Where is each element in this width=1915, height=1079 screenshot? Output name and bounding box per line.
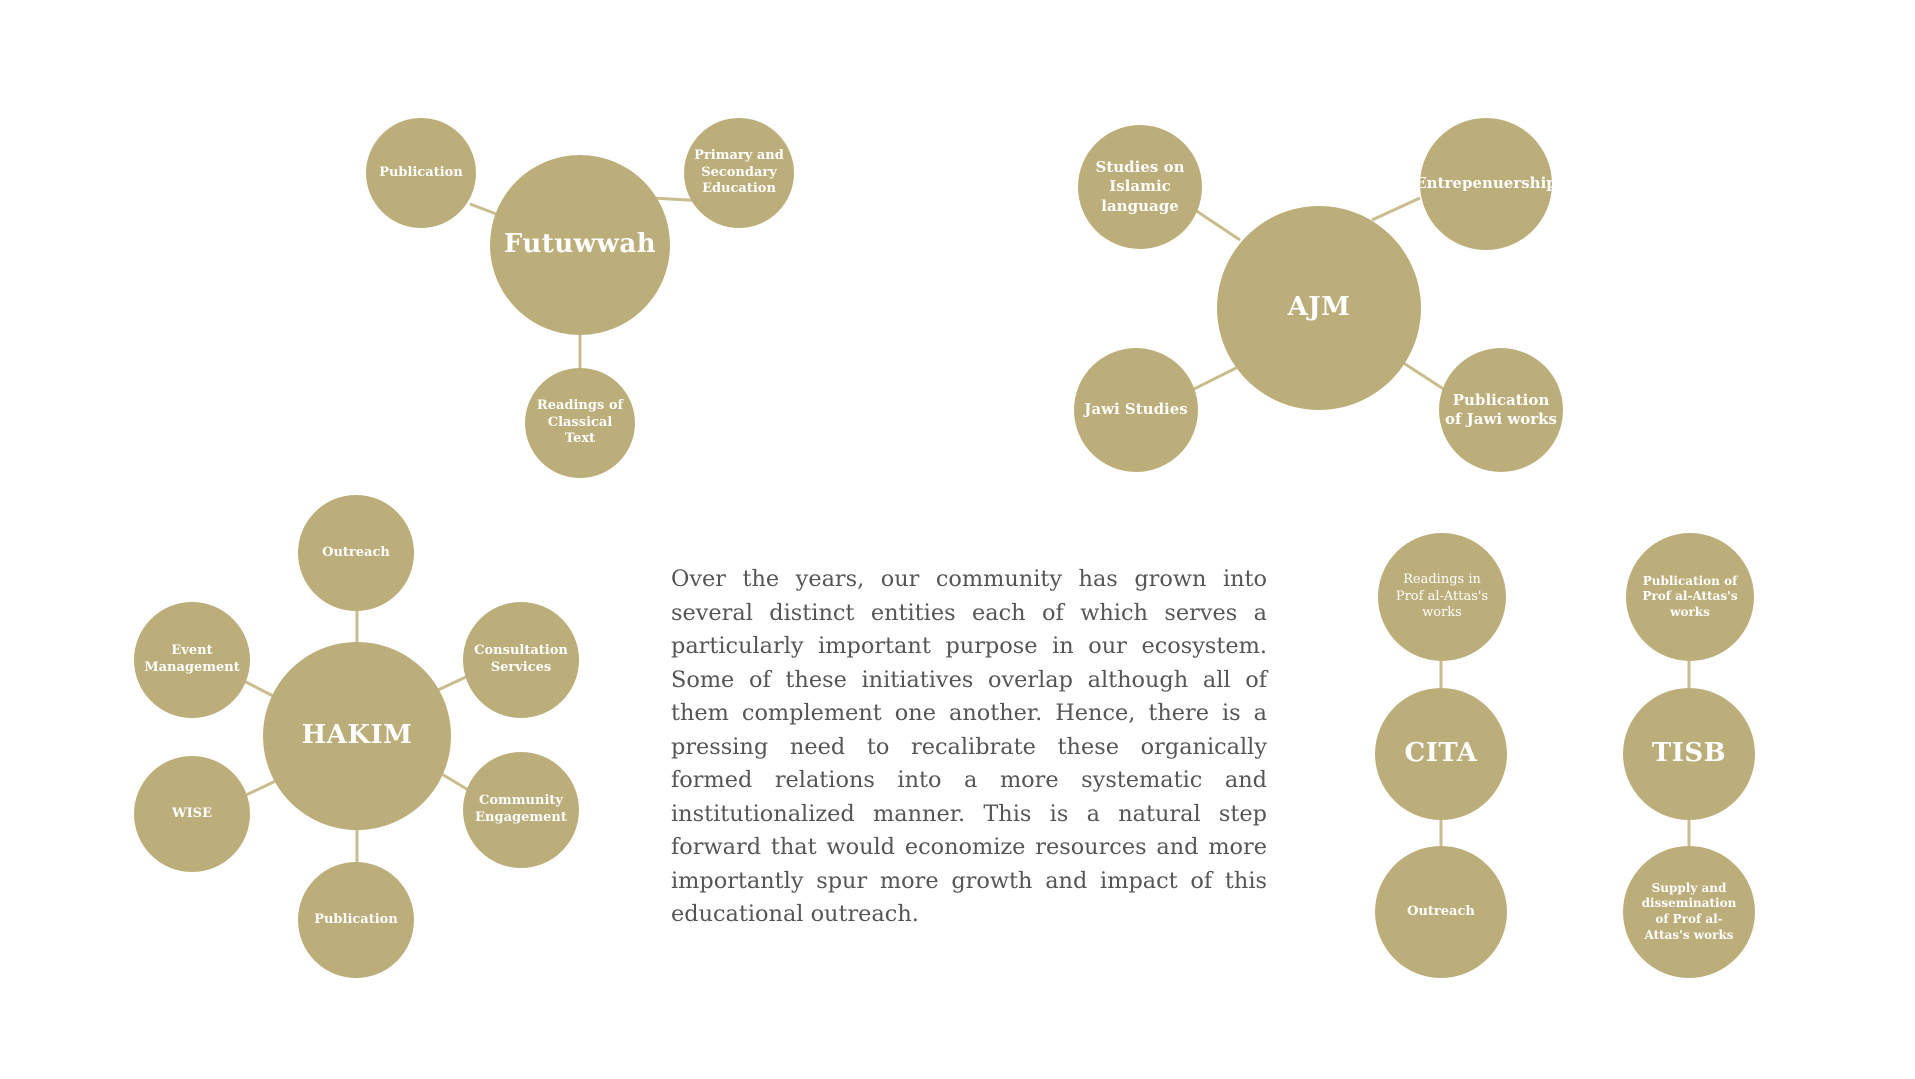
satellite-ajm-entrepenuership: Entrepenuership — [1420, 118, 1552, 250]
satellite-futuwwah-primary-secondary-education: Primary and Secondary Education — [684, 118, 794, 228]
connector-ajm-entrepreneurship — [1372, 198, 1420, 220]
hub-hakim: HAKIM — [263, 642, 451, 830]
connector-ajm-jawi-works — [1402, 362, 1445, 390]
hub-tisb: TISB — [1623, 688, 1755, 820]
satellite-tisb-supply-dissemination: Supply and dissemination of Prof al-Attas's works — [1623, 846, 1755, 978]
hub-cita: CITA — [1375, 688, 1507, 820]
connector-hakim-event — [244, 681, 275, 697]
satellite-hakim-event-management: Event Management — [134, 602, 250, 718]
satellite-hakim-publication: Publication — [298, 862, 414, 978]
connector-ajm-jawi-studies — [1192, 366, 1240, 390]
satellite-hakim-wise: WISE — [134, 756, 250, 872]
description-paragraph: Over the years, our community has grown into several distinct entities each of which serves a particularly important purpose in our ecosystem. Some of these initiatives overlap although all of them complement one another. Hence, there is a pressing need to recalibrate these organically formed relations into a more systematic and institutionalized manner. This is a natural step forward that would economize resources and more importantly spur more growth and impact of this educational outreach. — [671, 566, 1267, 927]
satellite-futuwwah-publication: Publication — [366, 118, 476, 228]
connector-hakim-consultation — [438, 676, 468, 690]
connector-hakim-community — [440, 773, 470, 791]
satellite-hakim-outreach: Outreach — [298, 495, 414, 611]
hub-ajm: AJM — [1217, 206, 1421, 410]
satellite-futuwwah-readings-classical-text: Readings of Classical Text — [525, 368, 635, 478]
satellite-cita-outreach: Outreach — [1375, 846, 1507, 978]
satellite-hakim-consultation-services: Consultation Services — [463, 602, 579, 718]
satellite-ajm-studies-islamic-language: Studies on Islamic language — [1078, 125, 1202, 249]
satellite-hakim-community-engagement: Community Engagement — [463, 752, 579, 868]
satellite-ajm-jawi-studies: Jawi Studies — [1074, 348, 1198, 472]
connector-ajm-studies — [1192, 208, 1240, 240]
satellite-cita-readings-prof-al-attas-works: Readings in Prof al-Attas's works — [1378, 533, 1506, 661]
satellite-ajm-publication-jawi-works: Publication of Jawi works — [1439, 348, 1563, 472]
hub-futuwwah: Futuwwah — [490, 155, 670, 335]
satellite-tisb-publication-prof-al-attas-works: Publication of Prof al-Attas's works — [1626, 533, 1754, 661]
